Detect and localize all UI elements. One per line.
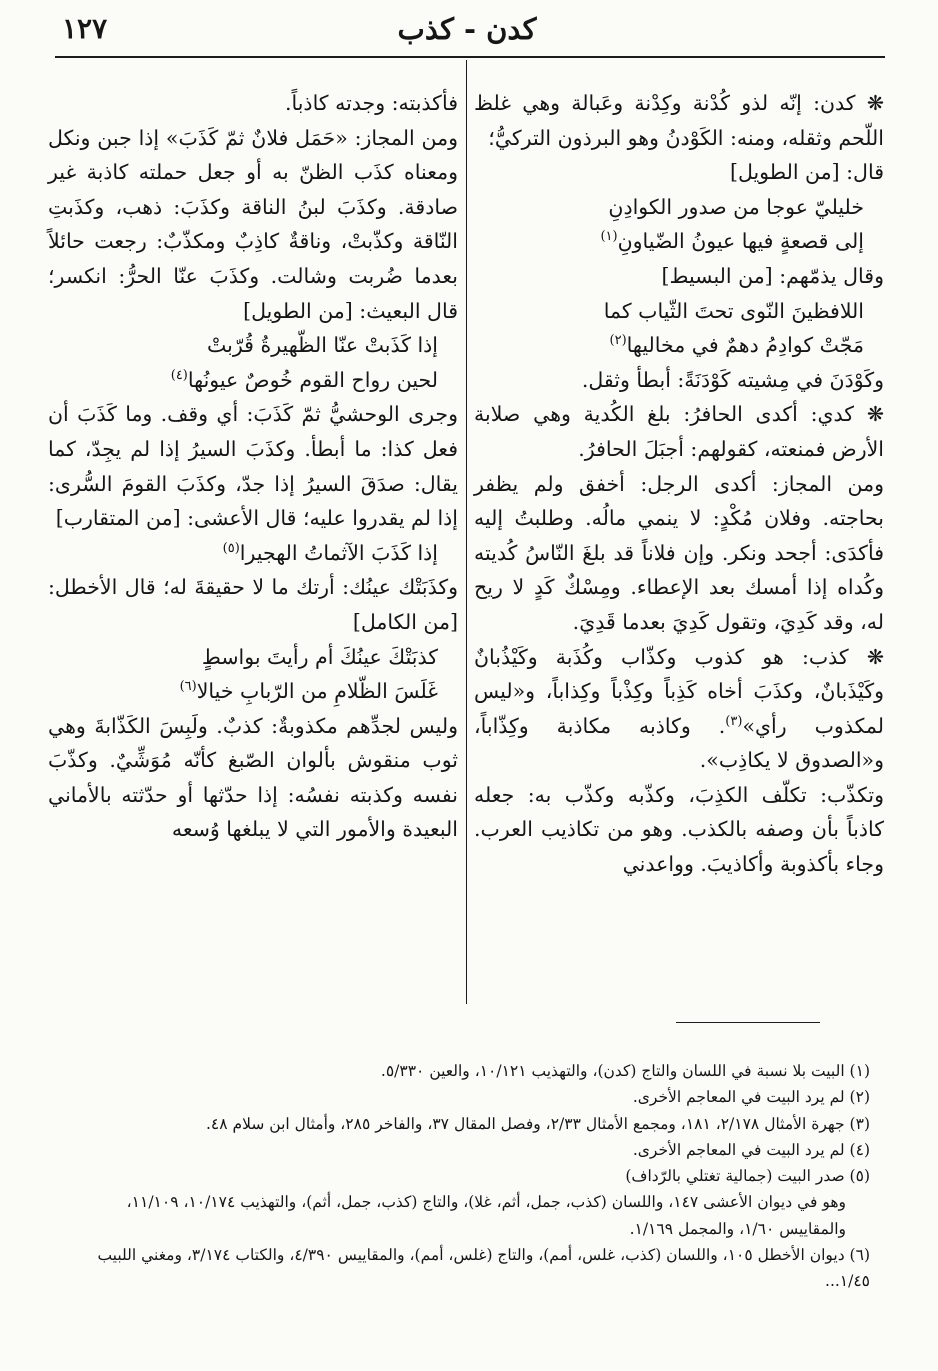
meter-label: وقال يذمّهم: [من البسيط] (661, 263, 884, 288)
verse-line: إذا كَذَبَ الآثماتُ الهجيرا$^{(٥)}$ (222, 540, 438, 565)
running-head: كدن - كذب (397, 12, 537, 46)
footnote-ref: (٥) (222, 540, 240, 556)
left-column (48, 86, 458, 847)
paragraph: وكَوْدَنَ في مِشيته كَوْدَنَةً: أبطأ وثقل. (581, 367, 884, 392)
paragraph: ومن المجاز: «حَمَل فلانٌ ثمّ كَذَبَ» إذا جبن ونكل ومعناه كذَب الظنّ به أو جعل حملته كاذبة غير صادقة. وكذَبَ لبنُ الناقة وكذَبَ: ذهب، وكذَبتِ النّاقة وكذّبتْ، وناقةٌ كاذِبٌ ومكذّبٌ: رجعت حائلاً بعدما ضُربت وشالت. وكذَبَ عنّا الحرُّ: انكسر؛ قال البعيث: [من الطويل] (48, 125, 458, 323)
footnote-rule (676, 1022, 820, 1023)
verse-line: لحين رواح القوم خُوصٌ عيونُها$^{(٤)}$ (170, 367, 438, 392)
footnote-continuation: وهو في ديوان الأعشى ١٤٧، واللسان (كذب، جمل، أثم، غلا)، والتاج (كذب، جمل، أثم)، والتهذيب ١٠/١٧٤، ١١/١٠٩، والمقاييس ١/٦٠، والمجمل ١/١٦٩. (126, 1193, 846, 1238)
verse-line: اللافظينَ النّوى تحتَ الثّياب كما (603, 298, 864, 323)
footnote: (٦) ديوان الأخطل ١٠٥، واللسان (كذب، غلس، أمم)، والتاج (غلس، أمم)، والمقاييس ٤/٣٩٠، والكتاب ٣/١٧٤، ومغني اللبيب ١/٤٥... (97, 1246, 870, 1291)
verse-line: إلى قصعةٍ فيها عيونُ الضّياونِ$^{(١)}$ (600, 229, 864, 254)
meter-label: قال: [من الطويل] (729, 160, 884, 185)
entry-kdhb: ❋ كذب: هو كذوب وكذّاب وكُذَبة وكَيْذُبانٌ وكَيْذَبانٌ، وكذَبَ أخاه كَذِباً وكِذْباً وكِذاباً، و«ليس لمكذوب رأي»$^{(٣)}$. وكاذبه مكاذبة وكِذّاباً، و«الصدوق لا يكاذِب». (474, 644, 884, 773)
paragraph: وجرى الوحشيُّ ثمّ كَذَبَ: أي وقف. وما كَذَبَ أن فعل كذا: ما أبطأ. وكذَبَ السيرُ إذا لم يجِدّ، كما يقال: صدَقَ السيرُ إذا جدّ، وكذَبَ القومَ السُّرى: إذا لم يقدروا عليه؛ قال الأعشى: [من المتقارب] (48, 402, 458, 531)
footnote: (٥) صدر البيت (جمالية تغتلي بالرّداف) (625, 1167, 870, 1186)
verse-line: خليليّ عوجا من صدور الكوادِنِ (608, 194, 864, 219)
paragraph: ومن المجاز: أكدى الرجل: أخفق ولم يظفر بحاجته. وفلان مُكْدٍ: لا ينمي مالُه. وطلبتُ إليه فأكدَى: أجحد ونكر. وإن فلاناً قد بلغَ النّاسُ كُديته وكُداه إذا أمسك بعد الإعطاء. ومِسْكٌ كَدٍ لا ريح له، وقد كَدِيَ، وتقول كَدِيَ بعدما قَدِيَ. (474, 471, 884, 634)
verse-line: مَجّتْ كوادِمُ دهمٌ في مخاليها$^{(٢)}$ (609, 333, 864, 358)
footnote-ref: (٢) (609, 333, 627, 349)
column-divider (466, 60, 467, 1004)
paragraph: وتكذّب: تكلّف الكذِبَ، وكذّبه وكذّب به: جعله كاذباً بأن وصفه بالكذب. وهو من تكاذيب العرب. وجاء بأكذوبة وأكاذيبَ. وواعدني (474, 782, 884, 877)
entry-kdy: ❋ كدي: أكدى الحافرُ: بلغ الكُدية وهي صلابة الأرض فمنعته، كقولهم: أجبَلَ الحافرُ. (474, 402, 884, 461)
header-rule (55, 56, 885, 58)
footnote: (٢) لم يرد البيت في المعاجم الأخرى. (632, 1088, 870, 1107)
page-header (52, 10, 882, 54)
paragraph: فأكذبته: وجدته كاذباً. (284, 91, 458, 115)
paragraph: وكذَبَتْك عينُك: أرتك ما لا حقيقةَ له؛ قال الأخطل: [من الكامل] (48, 575, 458, 634)
footnote: (٤) لم يرد البيت في المعاجم الأخرى. (632, 1140, 870, 1159)
entry-kdn: ❋ كدن: إنّه لذو كُدْنة وكِدْنة وعَبالة وهي غلظ اللّحم وثقله، ومنه: الكَوْدنُ وهو البرذون التركيُّ؛ (474, 91, 884, 150)
footnote-ref: (٦) (179, 679, 197, 695)
verse-line: إذا كَذَبتْ عنّا الظّهيرةُ قُرّبتْ (207, 333, 438, 358)
footnote-ref: (٤) (170, 367, 188, 383)
paragraph: وليس لجدِّهم مكذوبةٌ: كذبٌ. ولَبِسَ الكَذّابةَ وهي ثوب منقوش بألوان الصّبغ كأنّه مُوَشِّيٌ. وكذّبَ نفسه وكذبته نفسُه: إذا حدّثها أو حدّثته بالأماني البعيدة والأمور التي لا يبلغها وُسعه (48, 713, 458, 842)
footnote: (٣) جهرة الأمثال ٢/١٧٨، ١٨١، ومجمع الأمثال ٢/٣٣، وفصل المقال ٣٧، والفاخر ٢٨٥، وأمثال ابن سلام ٤٨. (205, 1114, 870, 1133)
right-column (474, 86, 884, 882)
footnote: (١) البيت بلا نسبة في اللسان والتاج (كدن)، والتهذيب ١٠/١٢١، والعين ٥/٣٣٠. (380, 1062, 870, 1080)
verse-line: غَلَسَ الظّلامِ من الرّبابِ خيالا$^{(٦)}$ (179, 679, 438, 704)
footnote-ref: (٣) (725, 713, 743, 729)
footnote-ref: (١) (600, 229, 618, 245)
verse-line: كذبَتْكَ عينُكَ أم رأيتَ بواسطٍ (201, 644, 438, 669)
page-number: ١٢٧ (62, 12, 108, 45)
footnotes (70, 1058, 870, 1295)
